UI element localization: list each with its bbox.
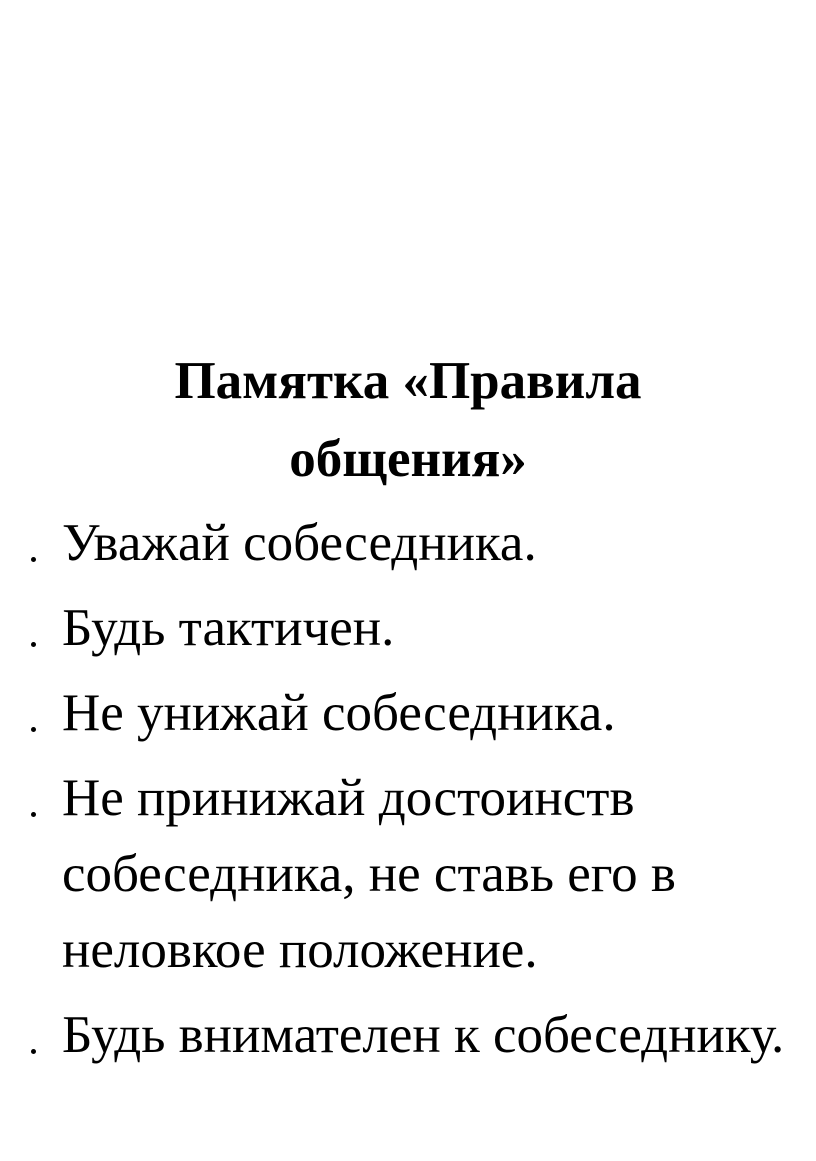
bullet-dot-icon bbox=[31, 642, 36, 647]
memo-title-line-1: Памятка «Правила bbox=[174, 352, 642, 410]
rule-item bbox=[0, 675, 816, 751]
bullet-dot-icon bbox=[31, 812, 36, 817]
rules-list bbox=[0, 505, 816, 1082]
memo-title-line-2: общения» bbox=[289, 430, 527, 488]
rule-text: Не унижай собеседника. bbox=[62, 684, 616, 742]
rule-item bbox=[0, 760, 816, 988]
memo-title bbox=[0, 342, 816, 498]
bullet-dot-icon bbox=[31, 1049, 36, 1054]
rule-item bbox=[0, 997, 816, 1073]
rule-text: Уважай собеседника. bbox=[62, 514, 537, 572]
rule-item bbox=[0, 505, 816, 581]
rule-item bbox=[0, 590, 816, 666]
bullet-dot-icon bbox=[31, 727, 36, 732]
rule-text: Будь тактичен. bbox=[62, 599, 395, 657]
rule-text: Не принижай достоинств собеседника, не ставь его в неловкое положение. bbox=[62, 769, 676, 979]
bullet-dot-icon bbox=[31, 557, 36, 562]
rule-text: Будь внимателен к собеседнику. bbox=[62, 1006, 785, 1064]
